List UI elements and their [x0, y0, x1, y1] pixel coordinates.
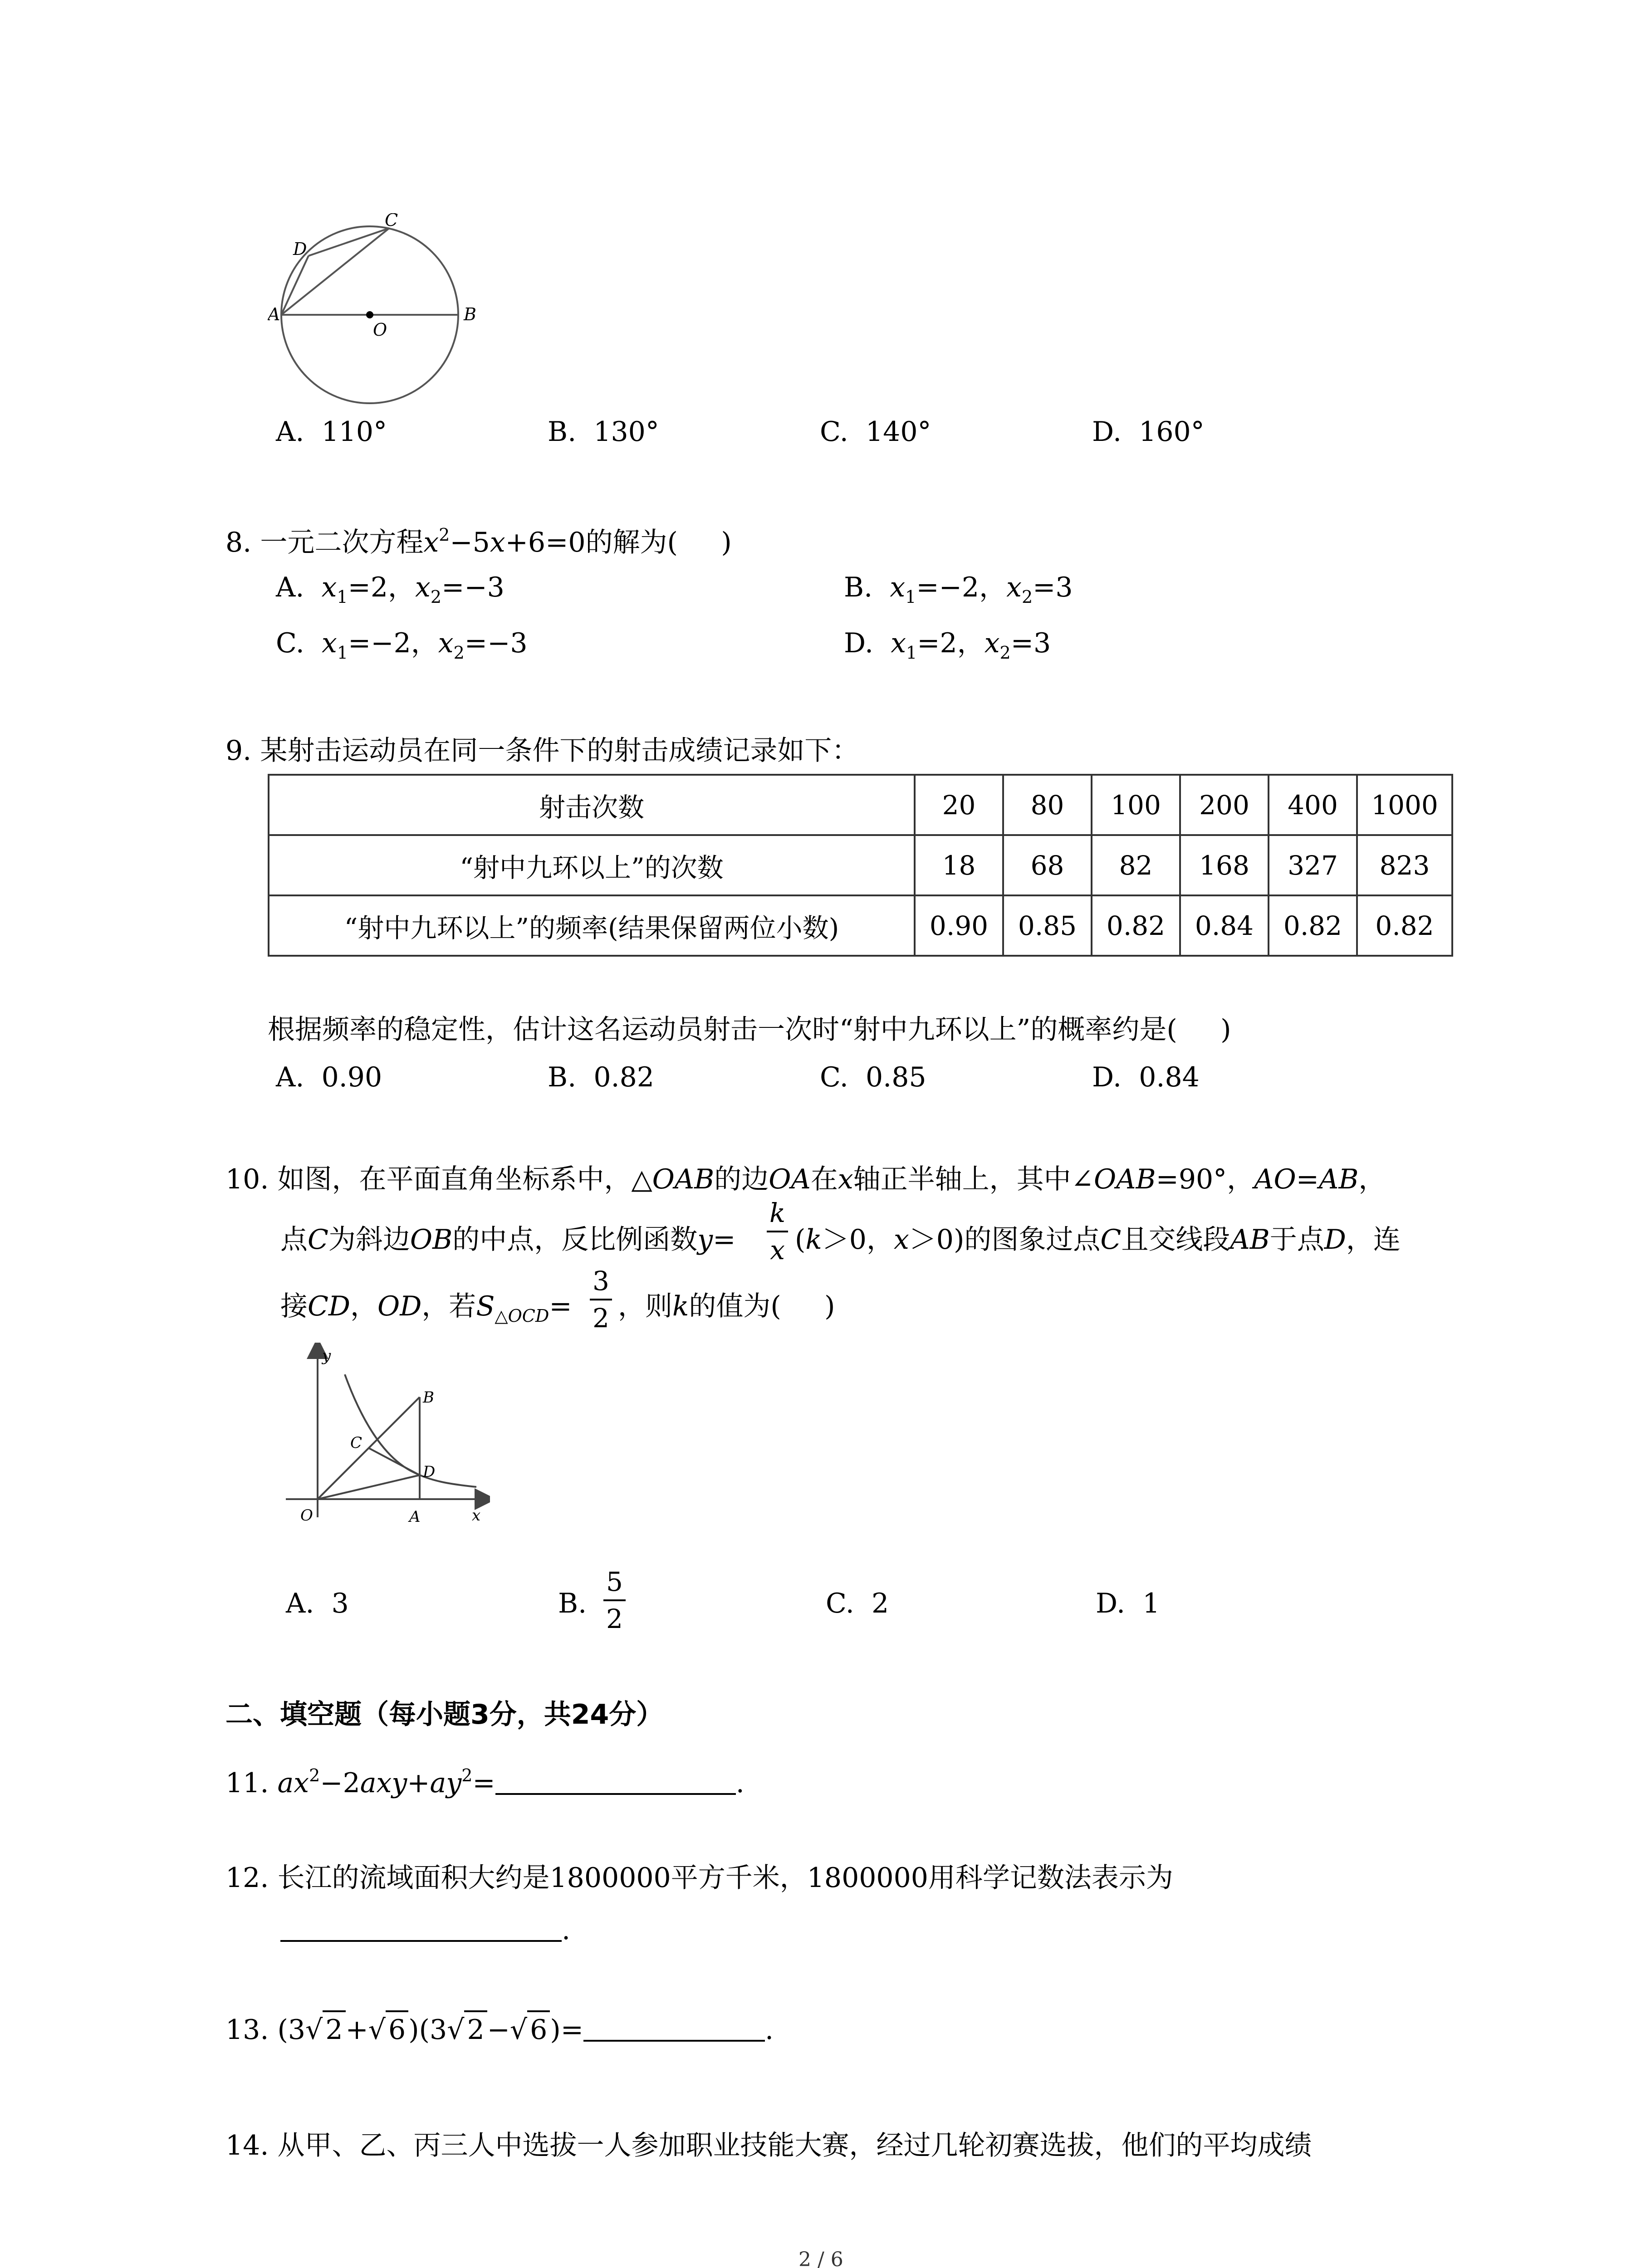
label-C: C	[385, 213, 398, 230]
label-A: A	[409, 1508, 421, 1526]
sqrt-symbol: √ 2	[447, 2016, 487, 2043]
label-C: C	[350, 1434, 362, 1452]
table-cell: 0.84	[1180, 895, 1269, 956]
q7-option-d: D. 160°	[1092, 416, 1205, 448]
q7-option-b: B. 130°	[548, 416, 659, 448]
q8-option-b: B. $x_1=-2$，$x_2=3$	[844, 572, 1073, 607]
table-header-cell: “射中九环以上”的次数	[269, 835, 915, 895]
sqrt-symbol: √ 6	[510, 2016, 550, 2043]
label-B: B	[464, 304, 476, 324]
page-number: 2 / 6	[798, 2248, 843, 2268]
table-row	[269, 895, 1452, 956]
table-cell: 823	[1357, 835, 1452, 895]
table-cell: 18	[915, 835, 1003, 895]
answer-blank[interactable]	[495, 1793, 736, 1795]
q8-option-a: A. $x_1=2$，$x_2=-3$	[276, 572, 505, 607]
q9-option-b: B. 0.82	[548, 1061, 654, 1093]
q10-line3-left: 接CD，OD，若$S_{\triangle OCD}=$	[280, 1290, 572, 1326]
label-O: O	[373, 320, 387, 340]
label-D: D	[423, 1463, 436, 1481]
fraction-k-over-x: $\frac{k}{x}$	[767, 1200, 788, 1263]
label-B: B	[423, 1388, 434, 1407]
coordinate-figure	[277, 1343, 490, 1533]
label-x: x	[472, 1506, 481, 1525]
q10-line2-left: 点C为斜边OB的中点，反比例函数y=	[280, 1224, 736, 1256]
q8-option-c: C. $x_1=-2$，$x_2=-3$	[276, 627, 528, 663]
q13: 13. (3√ 2 +√ 6 )(3√ 2 −√ 6 )= .	[225, 2016, 774, 2043]
table-header-cell: “射中九环以上”的频率(结果保留两位小数)	[269, 895, 915, 956]
table-cell: 168	[1180, 835, 1269, 895]
table-cell: 20	[915, 775, 1003, 835]
table-cell: 1000	[1357, 775, 1452, 835]
q10-option-b-letter: B.	[558, 1588, 587, 1619]
table-cell: 100	[1092, 775, 1180, 835]
sqrt-symbol: √ 2	[305, 2016, 345, 2043]
label-O: O	[300, 1506, 313, 1525]
q10-option-d: D. 1	[1096, 1588, 1160, 1619]
q8-option-d: D. $x_1=2$，$x_2=3$	[844, 627, 1051, 663]
table-cell: 0.82	[1357, 895, 1452, 956]
table-cell: 0.82	[1092, 895, 1180, 956]
q12-answer-line: .	[280, 1916, 570, 1944]
q10-option-c: C. 2	[826, 1588, 889, 1619]
q12: 12. 长江的流域面积大约是1800000平方千米，1800000用科学记数法表示为	[225, 1862, 1173, 1894]
q9-option-d: D. 0.84	[1092, 1061, 1200, 1093]
table-cell: 0.90	[915, 895, 1003, 956]
q9-stem: 9. 某射击运动员在同一条件下的射击成绩记录如下：	[225, 735, 859, 767]
q10-line3-right: ，则k的值为( )	[618, 1290, 835, 1322]
table-cell: 0.82	[1269, 895, 1357, 956]
score-table	[268, 774, 1453, 957]
q14: 14. 从甲、乙、丙三人中选拔一人参加职业技能大赛，经过几轮初赛选拔，他们的平均成绩	[225, 2130, 1312, 2161]
q10-line2-right: (k＞0，x＞0)的图象过点C且交线段AB于点D，连	[795, 1224, 1401, 1256]
label-y: y	[322, 1347, 331, 1365]
section-heading: 二、填空题（每小题3分，共24分）	[225, 1699, 664, 1730]
q7-option-a: A. 110°	[276, 416, 387, 448]
table-cell: 0.85	[1003, 895, 1092, 956]
q9-option-c: C. 0.85	[820, 1061, 926, 1093]
fraction-3-over-2: $\frac{3}{2}$	[590, 1268, 612, 1331]
q9-question: 根据频率的稳定性，估计这名运动员射击一次时“射中九环以上”的概率约是( )	[268, 1014, 1231, 1046]
table-cell: 400	[1269, 775, 1357, 835]
sqrt-symbol: √ 6	[368, 2016, 408, 2043]
q10-line1: 10. 如图，在平面直角坐标系中，△OAB的边OA在x轴正半轴上，其中∠OAB=90°，AO=AB，	[225, 1163, 1386, 1195]
q7-option-c: C. 140°	[820, 416, 931, 448]
q9-option-a: A. 0.90	[276, 1061, 382, 1093]
q8-stem: 8. 一元二次方程$x^2-5x+6=0$的解为( )	[225, 525, 732, 558]
table-cell: 200	[1180, 775, 1269, 835]
table-row	[269, 835, 1452, 895]
q11: 11. $ax^2-2axy+ay^2=$ .	[225, 1765, 745, 1799]
circle-figure	[268, 213, 490, 408]
answer-blank[interactable]	[583, 2040, 765, 2042]
table-header-cell: 射击次数	[269, 775, 915, 835]
table-cell: 327	[1269, 835, 1357, 895]
table-cell: 80	[1003, 775, 1092, 835]
answer-blank[interactable]	[280, 1940, 562, 1942]
fraction-5-over-2: $\frac{5}{2}$	[603, 1569, 626, 1632]
table-cell: 82	[1092, 835, 1180, 895]
label-A: A	[268, 304, 280, 324]
table-row	[269, 775, 1452, 835]
q10-option-a: A. 3	[286, 1588, 349, 1619]
table-cell: 68	[1003, 835, 1092, 895]
label-D: D	[293, 239, 307, 259]
